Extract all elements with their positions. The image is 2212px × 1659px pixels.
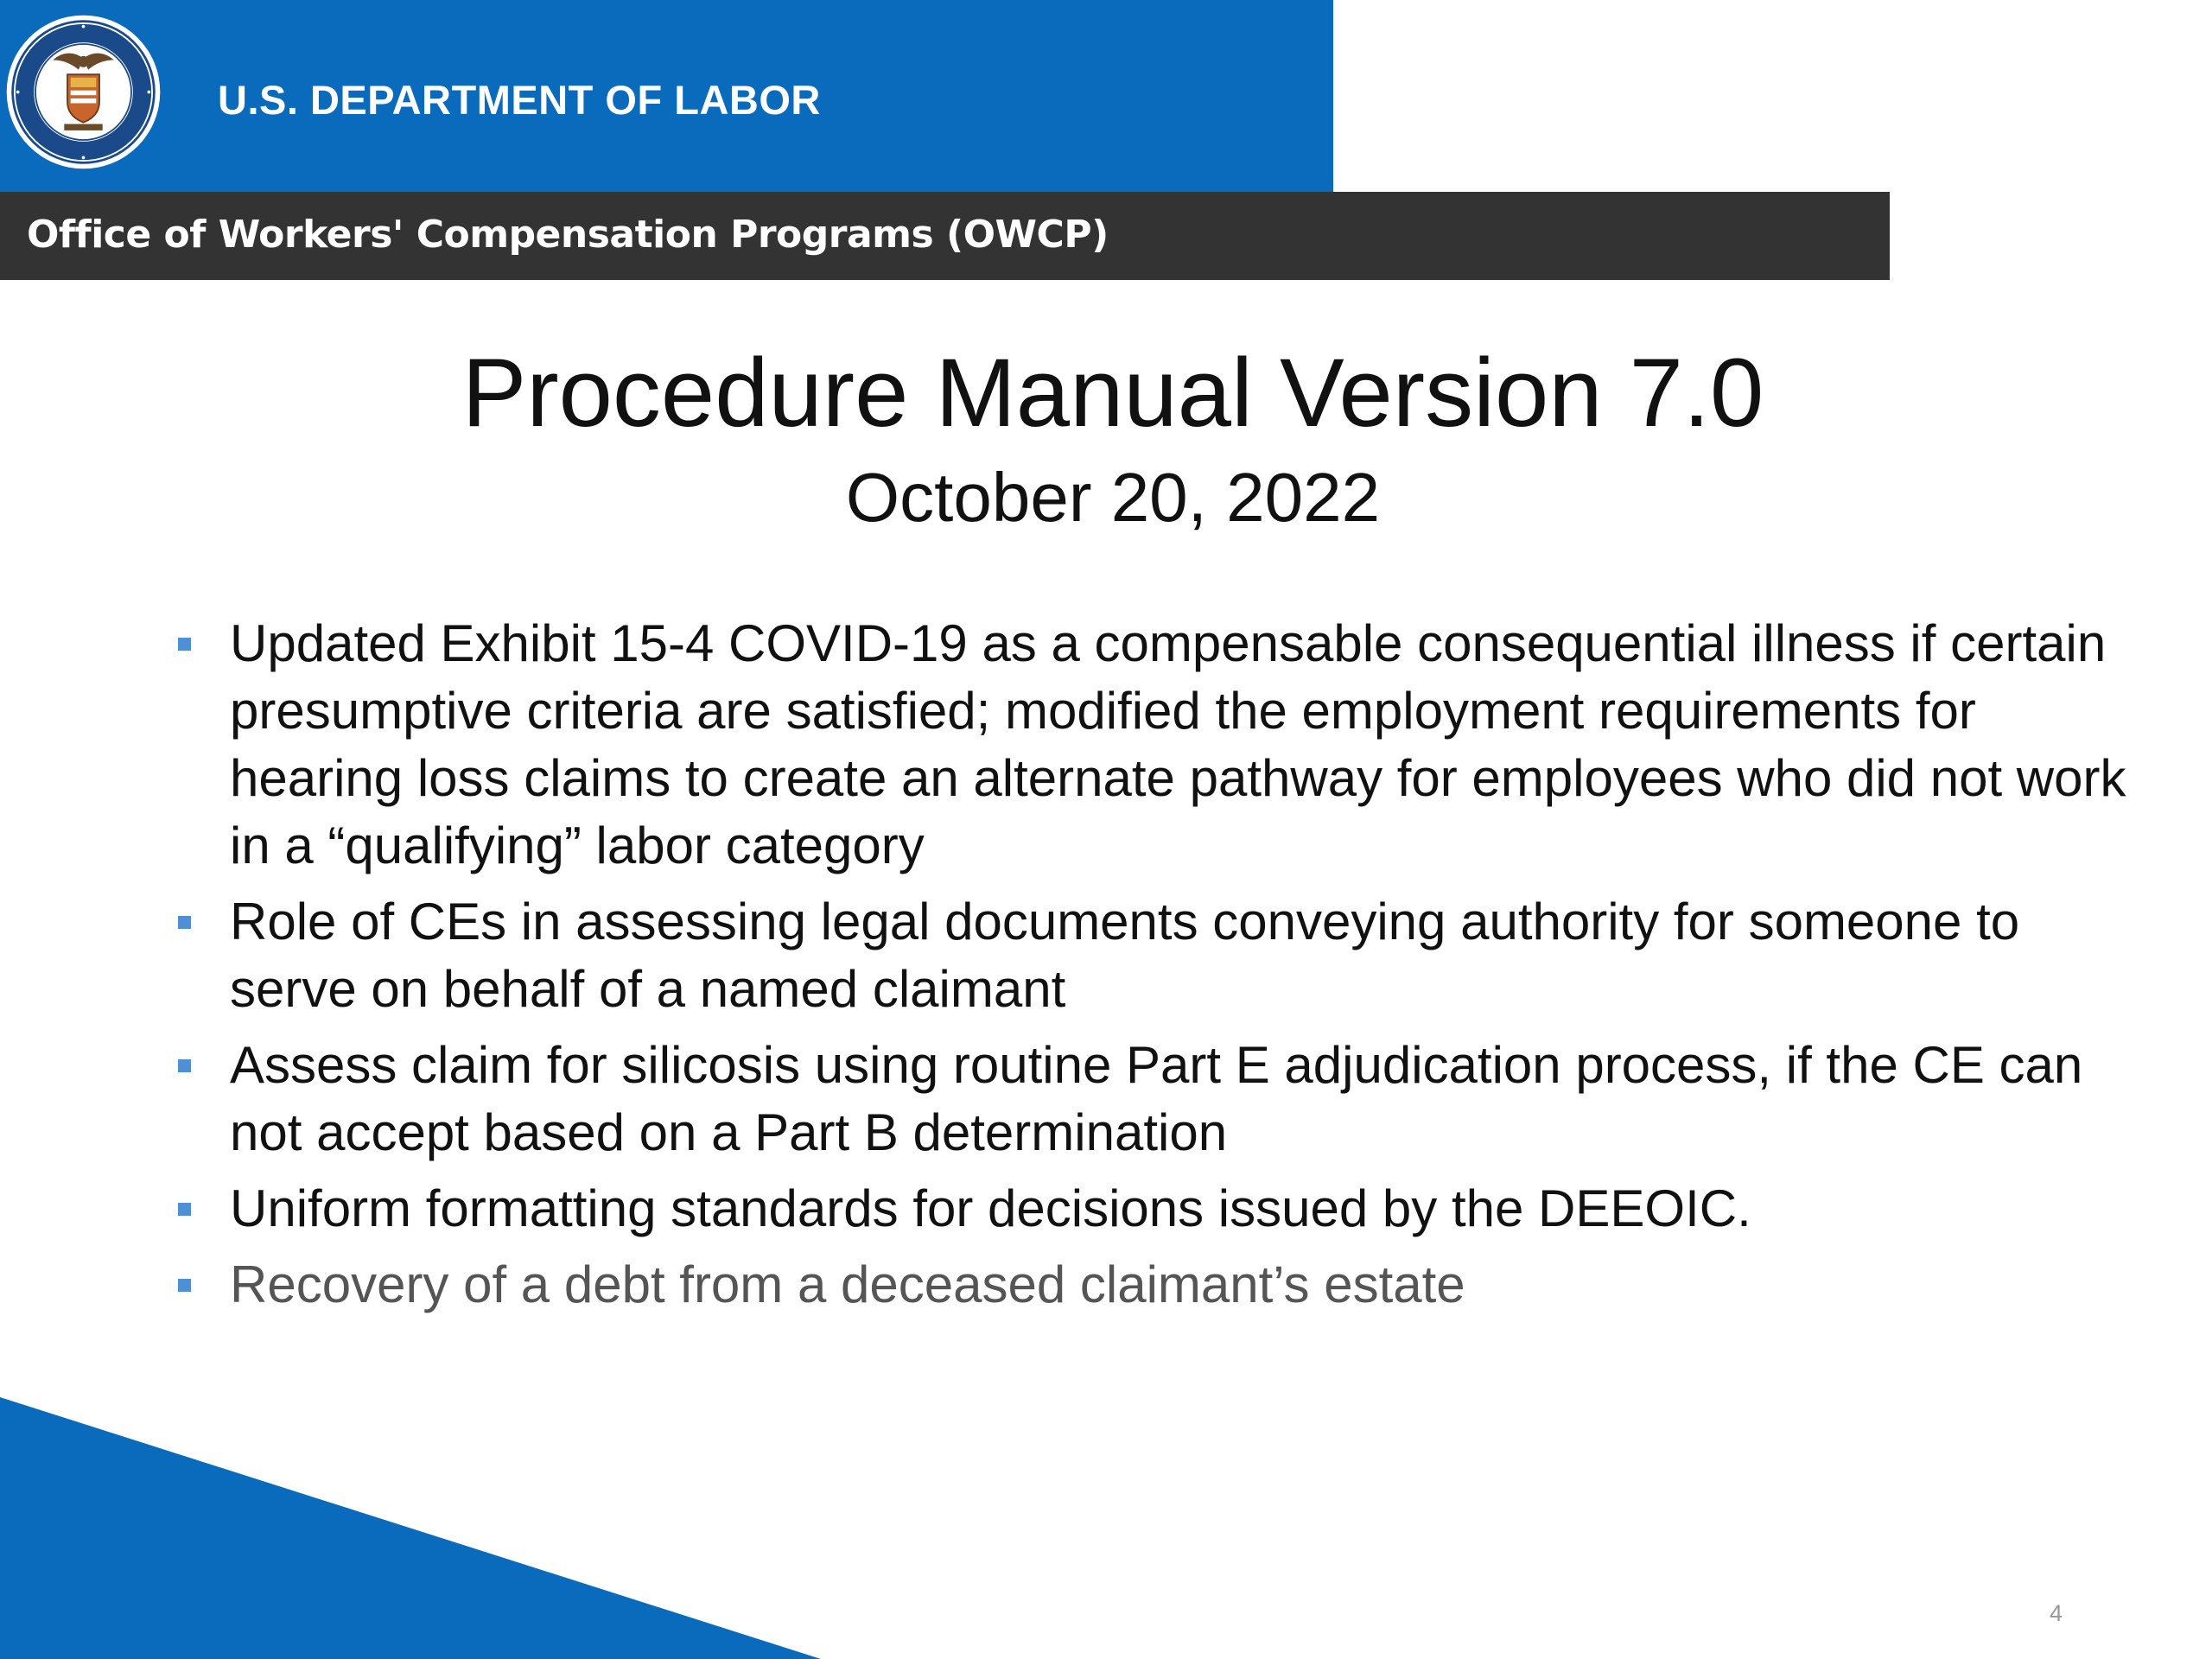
decorative-corner-triangle [0,1397,821,1659]
agency-name: U.S. DEPARTMENT OF LABOR [218,77,821,123]
office-name: Office of Workers' Compensation Programs (OWCP) [27,213,1109,257]
square-bullet-icon [178,1059,191,1072]
square-bullet-icon [178,916,191,929]
page-number: 4 [2050,1600,2063,1626]
bullet-item [173,610,2160,880]
bullet-text: Recovery of a debt from a deceased claimant’s estate [230,1255,1465,1313]
bullet-text: Uniform formatting standards for decisions issued by the DEEOIC. [230,1179,1751,1237]
slide-date: October 20, 2022 [845,459,1381,536]
bullet-text: Assess claim for silicosis using routine Part E adjudication process, if the CE can not accept based on a Part B determination [230,1036,2083,1161]
square-bullet-icon [178,1203,191,1216]
bullet-list [173,610,2160,1327]
bullet-text: Role of CEs in assessing legal documents conveying authority for someone to serve on behalf of a named claimant [230,893,2020,1018]
slide-title: Procedure Manual Version 7.0 [461,339,1764,447]
square-bullet-icon [178,1279,191,1292]
bullet-text: Updated Exhibit 15-4 COVID-19 as a compensable consequential illness if certain presumptive criteria are satisfied; modified the employment requirements for hearing loss claims to create an alternate pathway for employees who did not work in a “qualifying” labor category [230,614,2126,874]
agency-banner [0,0,1333,192]
bullet-item [173,888,2160,1023]
bullet-item [173,1175,2160,1243]
department-of-labor-seal-icon [3,12,163,172]
square-bullet-icon [178,638,191,651]
bullet-item [173,1032,2160,1166]
office-bar [0,192,1890,280]
bullet-item [173,1251,2160,1319]
